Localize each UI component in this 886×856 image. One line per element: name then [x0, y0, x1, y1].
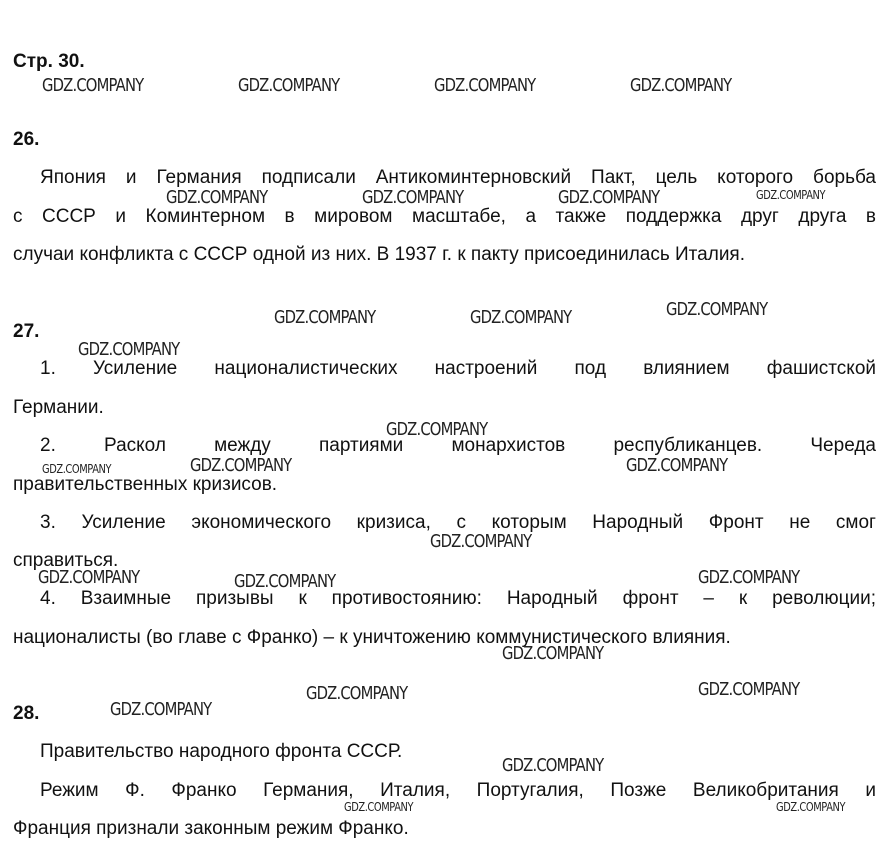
answer-28-line-1: Правительство народного фронта СССР. [40, 741, 403, 762]
section-number-26: 26. [13, 129, 40, 150]
section-number-28: 28. [13, 703, 40, 724]
answer-27-item-1-line-1: 1. Усиление националистических настроений под влиянием фашистской [40, 358, 876, 379]
watermark: GDZ.COMPANY [166, 187, 268, 208]
page-label: Стр. 30. [13, 51, 85, 72]
watermark: GDZ.COMPANY [502, 755, 604, 776]
answer-26-line-3: случаи конфликта с СССР одной из них. В 1937 г. к пакту присоединилась Италия. [13, 244, 746, 265]
watermark: GDZ.COMPANY [344, 800, 414, 814]
watermark: GDZ.COMPANY [306, 683, 408, 704]
answer-27-item-1-line-2: Германии. [13, 397, 104, 418]
watermark: GDZ.COMPANY [42, 462, 112, 476]
watermark: GDZ.COMPANY [434, 75, 536, 96]
watermark: GDZ.COMPANY [238, 75, 340, 96]
watermark: GDZ.COMPANY [626, 455, 728, 476]
watermark: GDZ.COMPANY [470, 307, 572, 328]
answer-27-item-4-line-2: националисты (во главе с Франко) – к уничтожению коммунистического влияния. [13, 627, 731, 648]
watermark: GDZ.COMPANY [502, 643, 604, 664]
answer-28-line-2: Режим Ф. Франко Германия, Италия, Португалия, Позже Великобритания и [40, 780, 876, 801]
answer-27-item-2-line-1: 2. Раскол между партиями монархистов республиканцев. Череда [40, 435, 876, 456]
answer-28-line-3: Франция признали законным режим Франко. [13, 818, 409, 839]
watermark: GDZ.COMPANY [386, 419, 488, 440]
answer-27-item-4-line-1: 4. Взаимные призывы к противостоянию: Народный фронт – к революции; [40, 588, 876, 609]
watermark: GDZ.COMPANY [558, 187, 660, 208]
watermark: GDZ.COMPANY [78, 339, 180, 360]
watermark: GDZ.COMPANY [430, 531, 532, 552]
answer-27-item-2-line-2: правительственных кризисов. [13, 474, 278, 495]
section-number-27: 27. [13, 321, 40, 342]
watermark: GDZ.COMPANY [38, 567, 140, 588]
answer-27-item-3-line-2: справиться. [13, 550, 119, 571]
watermark: GDZ.COMPANY [698, 679, 800, 700]
answer-27-item-3-line-1: 3. Усиление экономического кризиса, с которым Народный Фронт не смог [40, 512, 876, 533]
watermark: GDZ.COMPANY [776, 800, 846, 814]
watermark: GDZ.COMPANY [698, 567, 800, 588]
watermark: GDZ.COMPANY [110, 699, 212, 720]
watermark: GDZ.COMPANY [362, 187, 464, 208]
watermark: GDZ.COMPANY [42, 75, 144, 96]
answer-26-line-1: Япония и Германия подписали Антикоминтерновский Пакт, цель которого борьба [40, 167, 876, 188]
watermark: GDZ.COMPANY [630, 75, 732, 96]
watermark: GDZ.COMPANY [666, 299, 768, 320]
answer-26-line-2: с СССР и Коминтерном в мировом масштабе, а также поддержка друг друга в [13, 206, 876, 227]
watermark: GDZ.COMPANY [274, 307, 376, 328]
watermark: GDZ.COMPANY [190, 455, 292, 476]
watermark: GDZ.COMPANY [234, 571, 336, 592]
watermark: GDZ.COMPANY [756, 188, 826, 202]
